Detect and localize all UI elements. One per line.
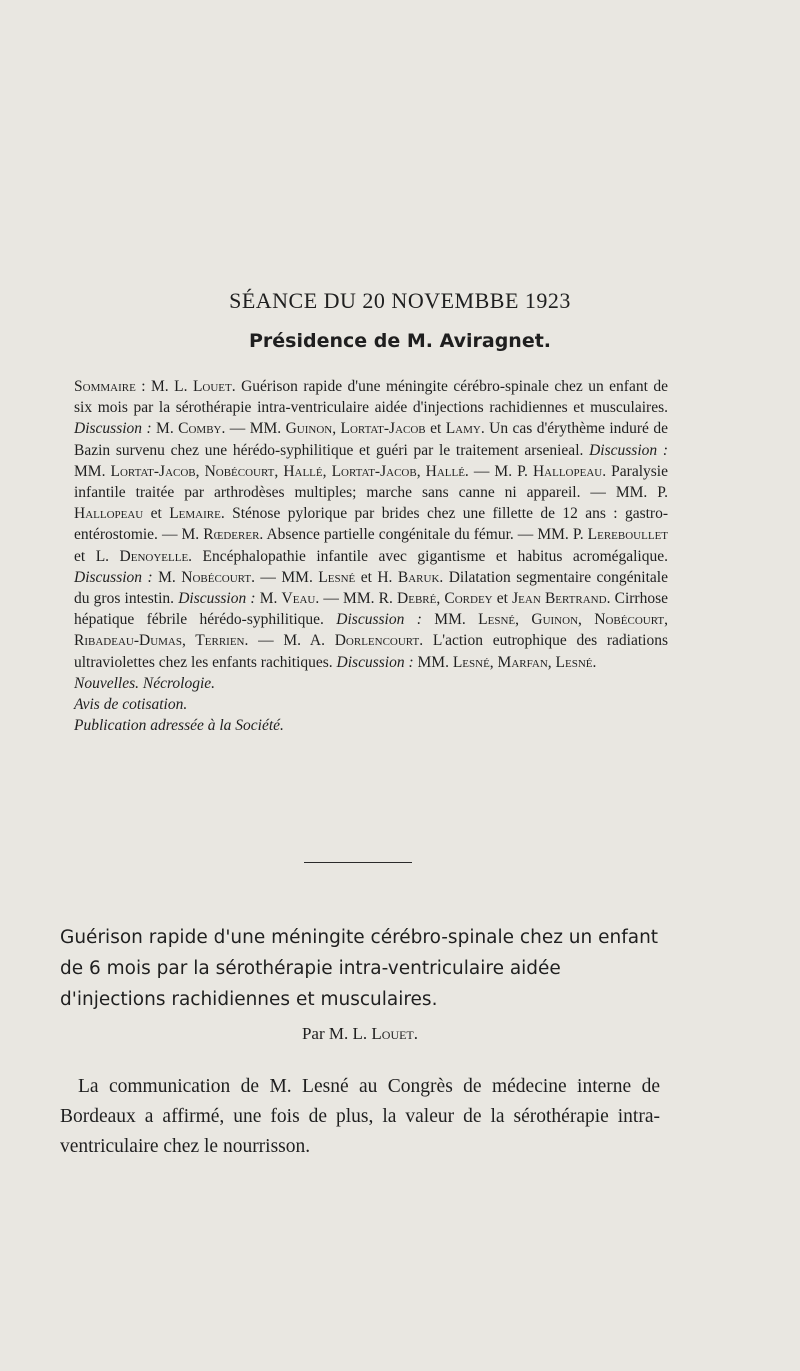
author-name: Lesné, Marfan, Lesné xyxy=(452,653,593,671)
article-title: Guérison rapide d'une méningite cérébro-spinale chez un enfant de 6 mois par la sérothérapie intra-ventriculaire aidée d'injections rachidiennes et musculaires. xyxy=(60,927,659,1010)
author-name: Hallopeau xyxy=(532,462,603,480)
sommaire-text: . Sténose pylorique par brides chez une fillette de 12 ans : gastro-entérostomie. — M. xyxy=(74,505,669,544)
sommaire-text: . Encéphalopathie infantile avec gigantisme et habitus acromégalique. xyxy=(188,547,668,565)
author-suffix: . xyxy=(413,1024,419,1043)
sommaire-text: et H. xyxy=(355,568,398,586)
discussion-label: Discussion : xyxy=(74,420,152,438)
sommaire-text: . Un cas d'érythème induré de Bazin survenu chez une hérédo-syphilitique et guéri par le traitement arsenieal. xyxy=(74,420,668,459)
article-intro-paragraph: La communication de M. Lesné au Congrès de médecine interne de Bordeaux a affirmé, une fois de plus, la valeur de la sérothérapie intra-ventriculaire chez le nourrisson. xyxy=(60,1076,660,1157)
sommaire-text: M. xyxy=(151,420,179,438)
sommaire-text: M. L. xyxy=(145,378,193,395)
sommaire-tail-cotisation: Avis de cotisation. xyxy=(74,696,188,714)
author-name: Baruk xyxy=(397,568,440,586)
sommaire-text: . Absence partielle congénitale du fémur. — MM. P. xyxy=(259,526,588,544)
sommaire-text: MM. xyxy=(421,611,479,629)
sommaire-text: et xyxy=(492,590,513,608)
sommaire-text: MM. xyxy=(413,653,453,671)
sommaire-text: . Cirrhose hépatique fébrile hérédo-syphilitique. xyxy=(74,590,668,629)
discussion-label: Discussion : xyxy=(589,441,668,459)
author-name: Lesné, Guinon, Nobécourt, Ribadeau-Dumas, Terrien xyxy=(74,611,668,650)
sommaire-text: . — MM. xyxy=(221,420,286,438)
discussion-label: Discussion : xyxy=(178,590,256,608)
sommaire-text: . Paralysie infantile traitée par arthrodèses multiples; marche sans canne ni appareil. — MM. P. xyxy=(74,462,668,502)
discussion-label: Discussion : xyxy=(336,611,422,629)
discussion-label: Discussion : xyxy=(336,653,414,671)
author-name: Lortat-Jacob, Nobécourt, Hallé, Lortat-Jacob, Hallé xyxy=(110,462,465,480)
author-name: Veau xyxy=(281,590,316,608)
author-name: Nobécourt xyxy=(181,568,252,586)
article-author xyxy=(0,1024,720,1044)
author-name: Lereboullet xyxy=(587,526,669,544)
author-name: Comby xyxy=(178,420,222,438)
sommaire-text: . xyxy=(592,653,597,671)
author-name: Louet xyxy=(371,1024,414,1043)
author-name: Guinon, Lortat-Jacob xyxy=(285,420,426,438)
author-name: Lesné xyxy=(318,568,356,586)
author-name: Jean Bertrand xyxy=(512,590,607,608)
sommaire-text: . — MM. xyxy=(251,568,319,586)
section-divider xyxy=(304,862,412,863)
author-name: Lemaire xyxy=(169,505,221,523)
author-name: Louet xyxy=(192,378,232,395)
sommaire-text: . L'action eutrophique des radiations ultraviolettes chez les enfants rachitiques. xyxy=(74,632,668,671)
sommaire-text: MM. xyxy=(74,462,111,480)
sommaire-text: M. xyxy=(255,590,282,608)
author-name: Debré, Cordey xyxy=(397,590,493,608)
sommaire-text: . — M. P. xyxy=(464,462,533,480)
sommaire-text: M. xyxy=(152,568,182,586)
sommaire-text: et xyxy=(425,420,446,438)
author-name: Denoyelle xyxy=(119,547,189,565)
sommaire-tail-publication: Publication adressée à la Société. xyxy=(74,717,284,735)
sommaire-text: . — M. A. xyxy=(244,632,335,650)
discussion-label: Discussion : xyxy=(74,568,153,586)
sommaire-tail-nouvelles: Nouvelles. Nécrologie. xyxy=(74,674,216,692)
author-prefix: Par M. L. xyxy=(301,1024,372,1043)
sommaire-text: et L. xyxy=(74,547,120,565)
author-name: Rœderer xyxy=(203,526,260,544)
sommaire-text: et xyxy=(143,505,170,523)
sommaire-label: Sommaire : xyxy=(74,378,146,395)
author-name: Lamy xyxy=(445,420,481,438)
author-name: Hallopeau xyxy=(74,505,144,523)
presidence-line: Présidence de M. Aviragnet. xyxy=(248,330,552,352)
author-name: Dorlencourt xyxy=(334,632,420,650)
sommaire-text: . — MM. R. xyxy=(315,590,398,608)
seance-title: SÉANCE DU 20 NOVEMBBE 1923 xyxy=(229,288,571,313)
sommaire-text: . Guérison rapide d'une méningite cérébro-spinale chez un enfant de six mois par la sérothérapie intra-ventriculaire aidée d'injections rachidiennes et musculaires. xyxy=(74,378,668,417)
sommaire-paragraph xyxy=(74,376,668,736)
sommaire-text: . Dilatation segmentaire congénitale du gros intestin. xyxy=(74,568,668,608)
